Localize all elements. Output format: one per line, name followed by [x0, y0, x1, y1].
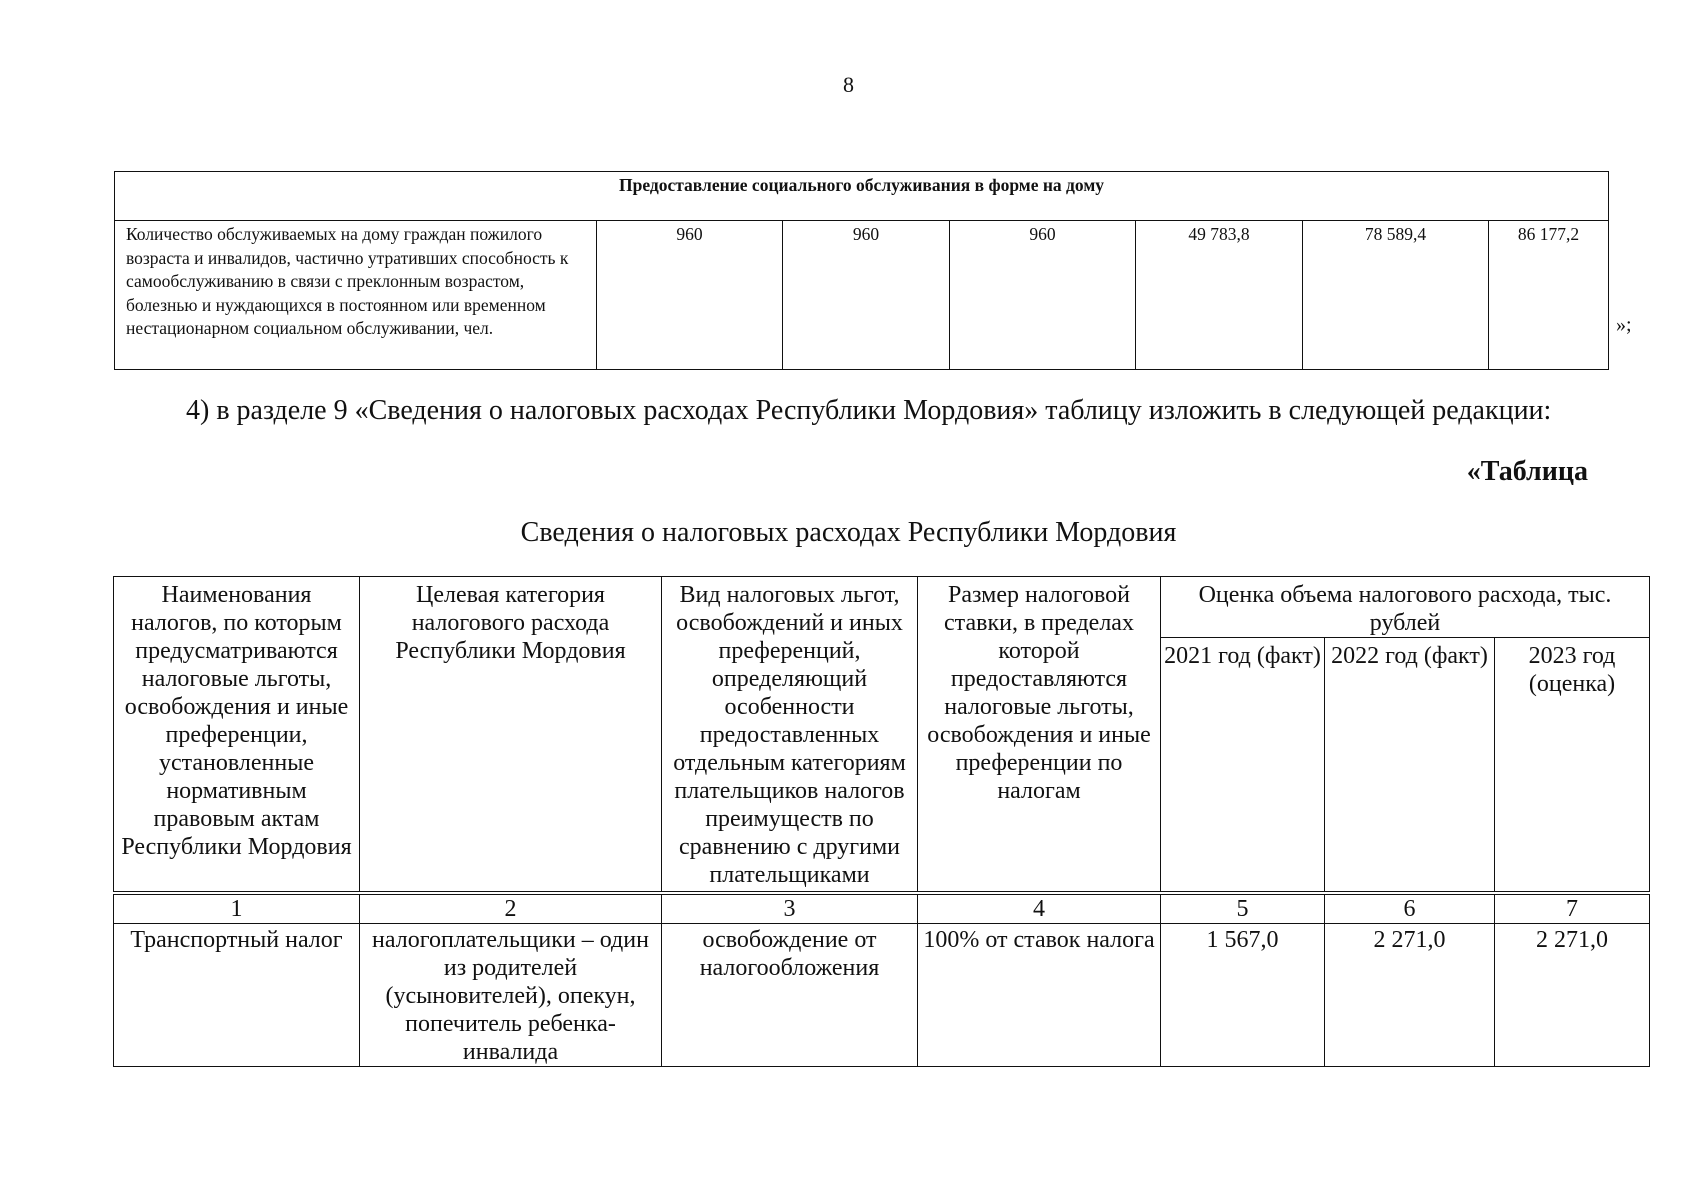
cell-value-2021: 1 567,0: [1161, 924, 1325, 1067]
value-cell: 49 783,8: [1136, 221, 1303, 370]
value-cell: 960: [597, 221, 783, 370]
section-title: Предоставление социального обслуживания в форме на дому: [115, 172, 1609, 221]
header-estimate-group: Оценка объема налогового расхода, тыс. рублей: [1161, 577, 1650, 638]
column-number: 4: [918, 895, 1161, 924]
table-label: «Таблица: [1466, 456, 1588, 487]
column-number: 2: [360, 895, 662, 924]
cell-tax-rate: 100% от ставок налога: [918, 924, 1161, 1067]
header-tax-names: Наименования налогов, по которым предусматриваются налоговые льготы, освобождения и иные преференции, установленные нормативным правовым актам Республики Мордовия: [114, 577, 360, 892]
header-tax-rate: Размер налоговой ставки, в пределах которой предоставляются налоговые льготы, освобождения и иные преференции по налогам: [918, 577, 1161, 892]
closing-quote-mark: »;: [1616, 314, 1632, 336]
table-title: Сведения о налоговых расходах Республики Мордовия: [520, 517, 1177, 548]
amendment-paragraph: 4) в разделе 9 «Сведения о налоговых расходах Республики Мордовия» таблицу изложить в следующей редакции:: [186, 395, 1552, 426]
column-number: 5: [1161, 895, 1325, 924]
value-cell: 78 589,4: [1303, 221, 1489, 370]
cell-tax-name: Транспортный налог: [114, 924, 360, 1067]
cell-target-category: налогоплательщики – один из родителей (усыновителей), опекун, попечитель ребенка-инвалида: [360, 924, 662, 1067]
cell-value-2023: 2 271,0: [1495, 924, 1650, 1067]
header-year-2021: 2021 год (факт): [1161, 638, 1325, 892]
tax-expenses-table: [113, 576, 1650, 1067]
value-cell: 960: [783, 221, 950, 370]
cell-benefit-type: освобождение от налогообложения: [662, 924, 918, 1067]
header-benefit-type: Вид налоговых льгот, освобождений и иных преференций, определяющий особенности предоставленных отдельным категориям плательщиков налогов преимуществ по сравнению с другими плательщиками: [662, 577, 918, 892]
column-number: 3: [662, 895, 918, 924]
header-year-2023: 2023 год (оценка): [1495, 638, 1650, 892]
header-year-2022: 2022 год (факт): [1325, 638, 1495, 892]
cell-value-2022: 2 271,0: [1325, 924, 1495, 1067]
column-number: 7: [1495, 895, 1650, 924]
value-cell: 960: [950, 221, 1136, 370]
column-number: 6: [1325, 895, 1495, 924]
header-target-category: Целевая категория налогового расхода Республики Мордовия: [360, 577, 662, 892]
social-service-table: [114, 171, 1609, 370]
page-number: 8: [843, 72, 854, 97]
row-label: Количество обслуживаемых на дому граждан пожилого возраста и инвалидов, частично утративших способность к самообслуживанию в связи с преклонным возрастом, болезнью и нуждающихся в постоянном или временном нестационарном социальном обслуживании, чел.: [115, 221, 597, 370]
column-number: 1: [114, 895, 360, 924]
value-cell: 86 177,2: [1489, 221, 1609, 370]
